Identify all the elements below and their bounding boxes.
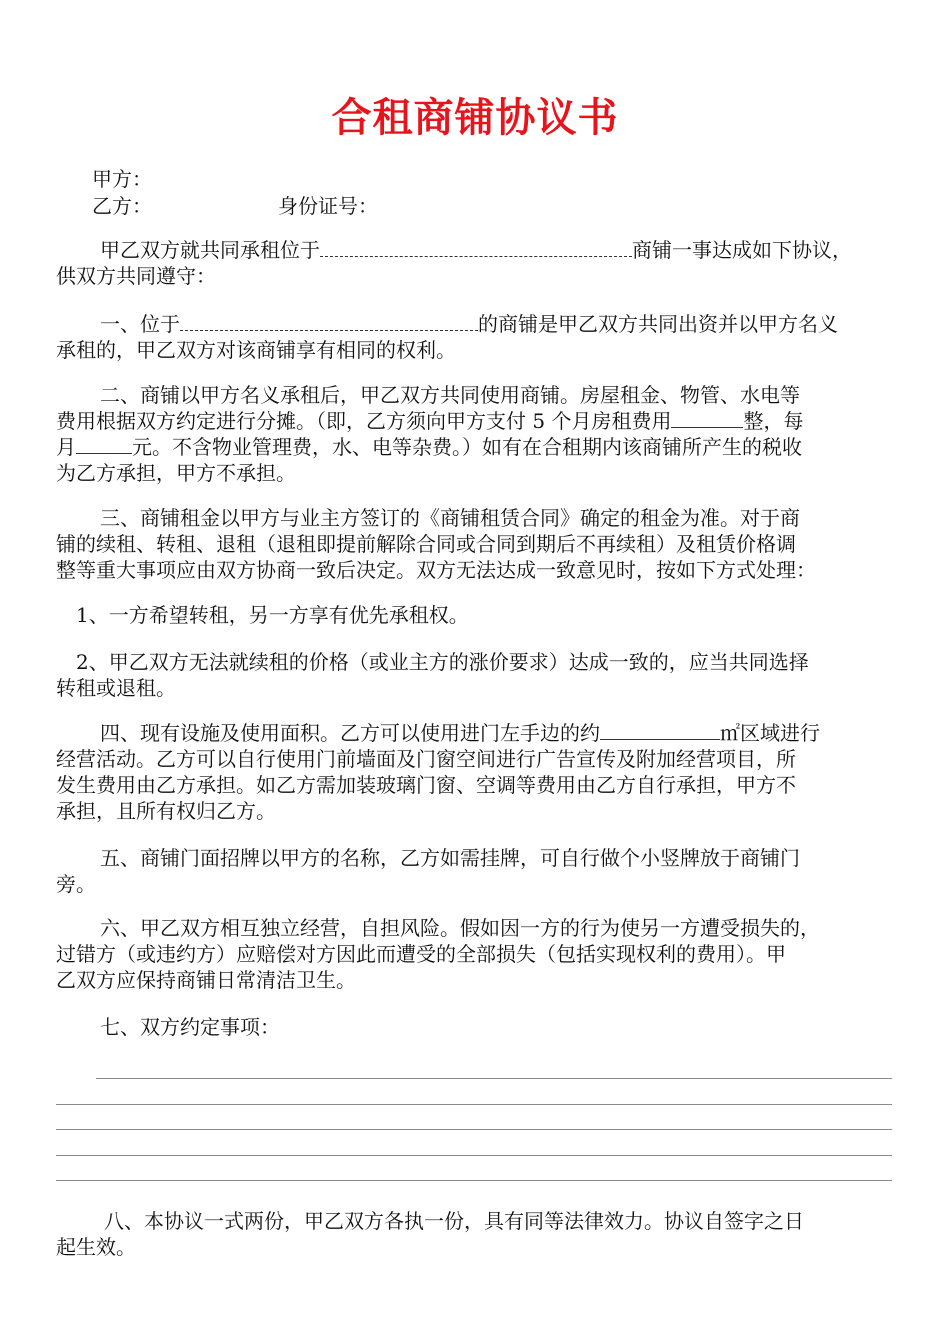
clause-8-line-2: 起生效。 xyxy=(56,1235,136,1259)
id-number-label: 身份证号： xyxy=(278,194,378,218)
clause-2-text-3a: 月 xyxy=(56,435,76,459)
clause-4-text-1a: 四、现有设施及使用面积。乙方可以使用进门左手边的约 xyxy=(100,721,600,745)
area-blank[interactable] xyxy=(600,721,720,740)
clause-4-text-1b: ㎡区域进行 xyxy=(720,721,820,745)
clause-3-line-3: 整等重大事项应由双方协商一致后决定。双方无法达成一致意见时，按如下方式处理： xyxy=(56,558,816,582)
intro-line-1 xyxy=(100,237,852,263)
clause-3-line-2: 铺的续租、转租、退租（退租即提前解除合同或合同到期后不再续租）及租赁价格调 xyxy=(56,532,796,556)
agreed-matters-line-3[interactable] xyxy=(56,1129,892,1130)
clause-4-line-4: 承担，且所有权归乙方。 xyxy=(56,799,276,823)
clause-1-text-2: 的商铺是甲乙双方共同出资并以甲方名义 xyxy=(478,312,838,336)
clause-3-line-1: 三、商铺租金以甲方与业主方签订的《商铺租赁合同》确定的租金为准。对于商 xyxy=(100,506,800,530)
clause-4-line-2: 经营活动。乙方可以自行使用门前墙面及门窗空间进行广告宣传及附加经营项目，所 xyxy=(56,747,796,771)
total-rent-blank[interactable] xyxy=(671,409,743,428)
clause-7-heading: 七、双方约定事项： xyxy=(100,1015,280,1039)
sub-item-1: 1、一方希望转租，另一方享有优先承租权。 xyxy=(76,603,469,627)
intro-text-1: 甲乙双方就共同承租位于 xyxy=(100,238,320,262)
party-b-label: 乙方： xyxy=(92,194,152,218)
clause-2-line-3 xyxy=(56,434,802,460)
clause-4-line-3: 发生费用由乙方承担。如乙方需加装玻璃门窗、空调等费用由乙方自行承担，甲方不 xyxy=(56,773,796,797)
location-blank[interactable] xyxy=(320,238,632,257)
agreed-matters-line-2[interactable] xyxy=(56,1104,892,1105)
clause-2-line-4: 为乙方承担，甲方不承担。 xyxy=(56,461,296,485)
clause-1-text-1: 一、位于 xyxy=(100,312,180,336)
sub-item-2-line-2: 转租或退租。 xyxy=(56,676,176,700)
clause-5-line-1: 五、商铺门面招牌以甲方的名称，乙方如需挂牌，可自行做个小竖牌放于商铺门 xyxy=(100,846,800,870)
agreed-matters-line-5[interactable] xyxy=(56,1180,892,1181)
clause-6-line-1: 六、甲乙双方相互独立经营，自担风险。假如因一方的行为使另一方遭受损失的， xyxy=(100,916,820,940)
monthly-rent-blank[interactable] xyxy=(76,435,132,454)
clause-8-line-1: 八、本协议一式两份，甲乙双方各执一份，具有同等法律效力。协议自签字之日 xyxy=(104,1209,804,1233)
clause-6-line-3: 乙双方应保持商铺日常清洁卫生。 xyxy=(56,968,356,992)
clause-1-line-1 xyxy=(100,311,838,337)
clause-2-line-1: 二、商铺以甲方名义承租后，甲乙双方共同使用商铺。房屋租金、物管、水电等 xyxy=(100,383,800,407)
clause-2-text-2b: 整，每 xyxy=(743,409,804,433)
intro-line-2: 供双方共同遵守： xyxy=(56,264,216,288)
document-title: 合租商铺协议书 xyxy=(331,95,619,141)
clause-4-line-1 xyxy=(100,720,820,746)
clause-5-line-2: 旁。 xyxy=(56,872,96,896)
sub-item-2-line-1: 2、甲乙双方无法就续租的价格（或业主方的涨价要求）达成一致的，应当共同选择 xyxy=(76,650,809,674)
agreed-matters-line-1[interactable] xyxy=(96,1078,892,1079)
clause-2-line-2 xyxy=(56,408,803,434)
intro-text-2: 商铺一事达成如下协议， xyxy=(632,238,852,262)
party-a-label: 甲方： xyxy=(92,167,152,191)
shop-location-blank[interactable] xyxy=(180,312,478,331)
clause-1-line-2: 承租的，甲乙双方对该商铺享有相同的权利。 xyxy=(56,338,456,362)
agreed-matters-line-4[interactable] xyxy=(56,1155,892,1156)
clause-6-line-2: 过错方（或违约方）应赔偿对方因此而遭受的全部损失（包括实现权利的费用）。甲 xyxy=(56,942,786,966)
clause-2-text-2a: 费用根据双方约定进行分摊。（即，乙方须向甲方支付 5 个月房租费用 xyxy=(56,409,672,433)
clause-2-text-3b: 元。不含物业管理费，水、电等杂费。）如有在合租期内该商铺所产生的税收 xyxy=(132,435,802,459)
